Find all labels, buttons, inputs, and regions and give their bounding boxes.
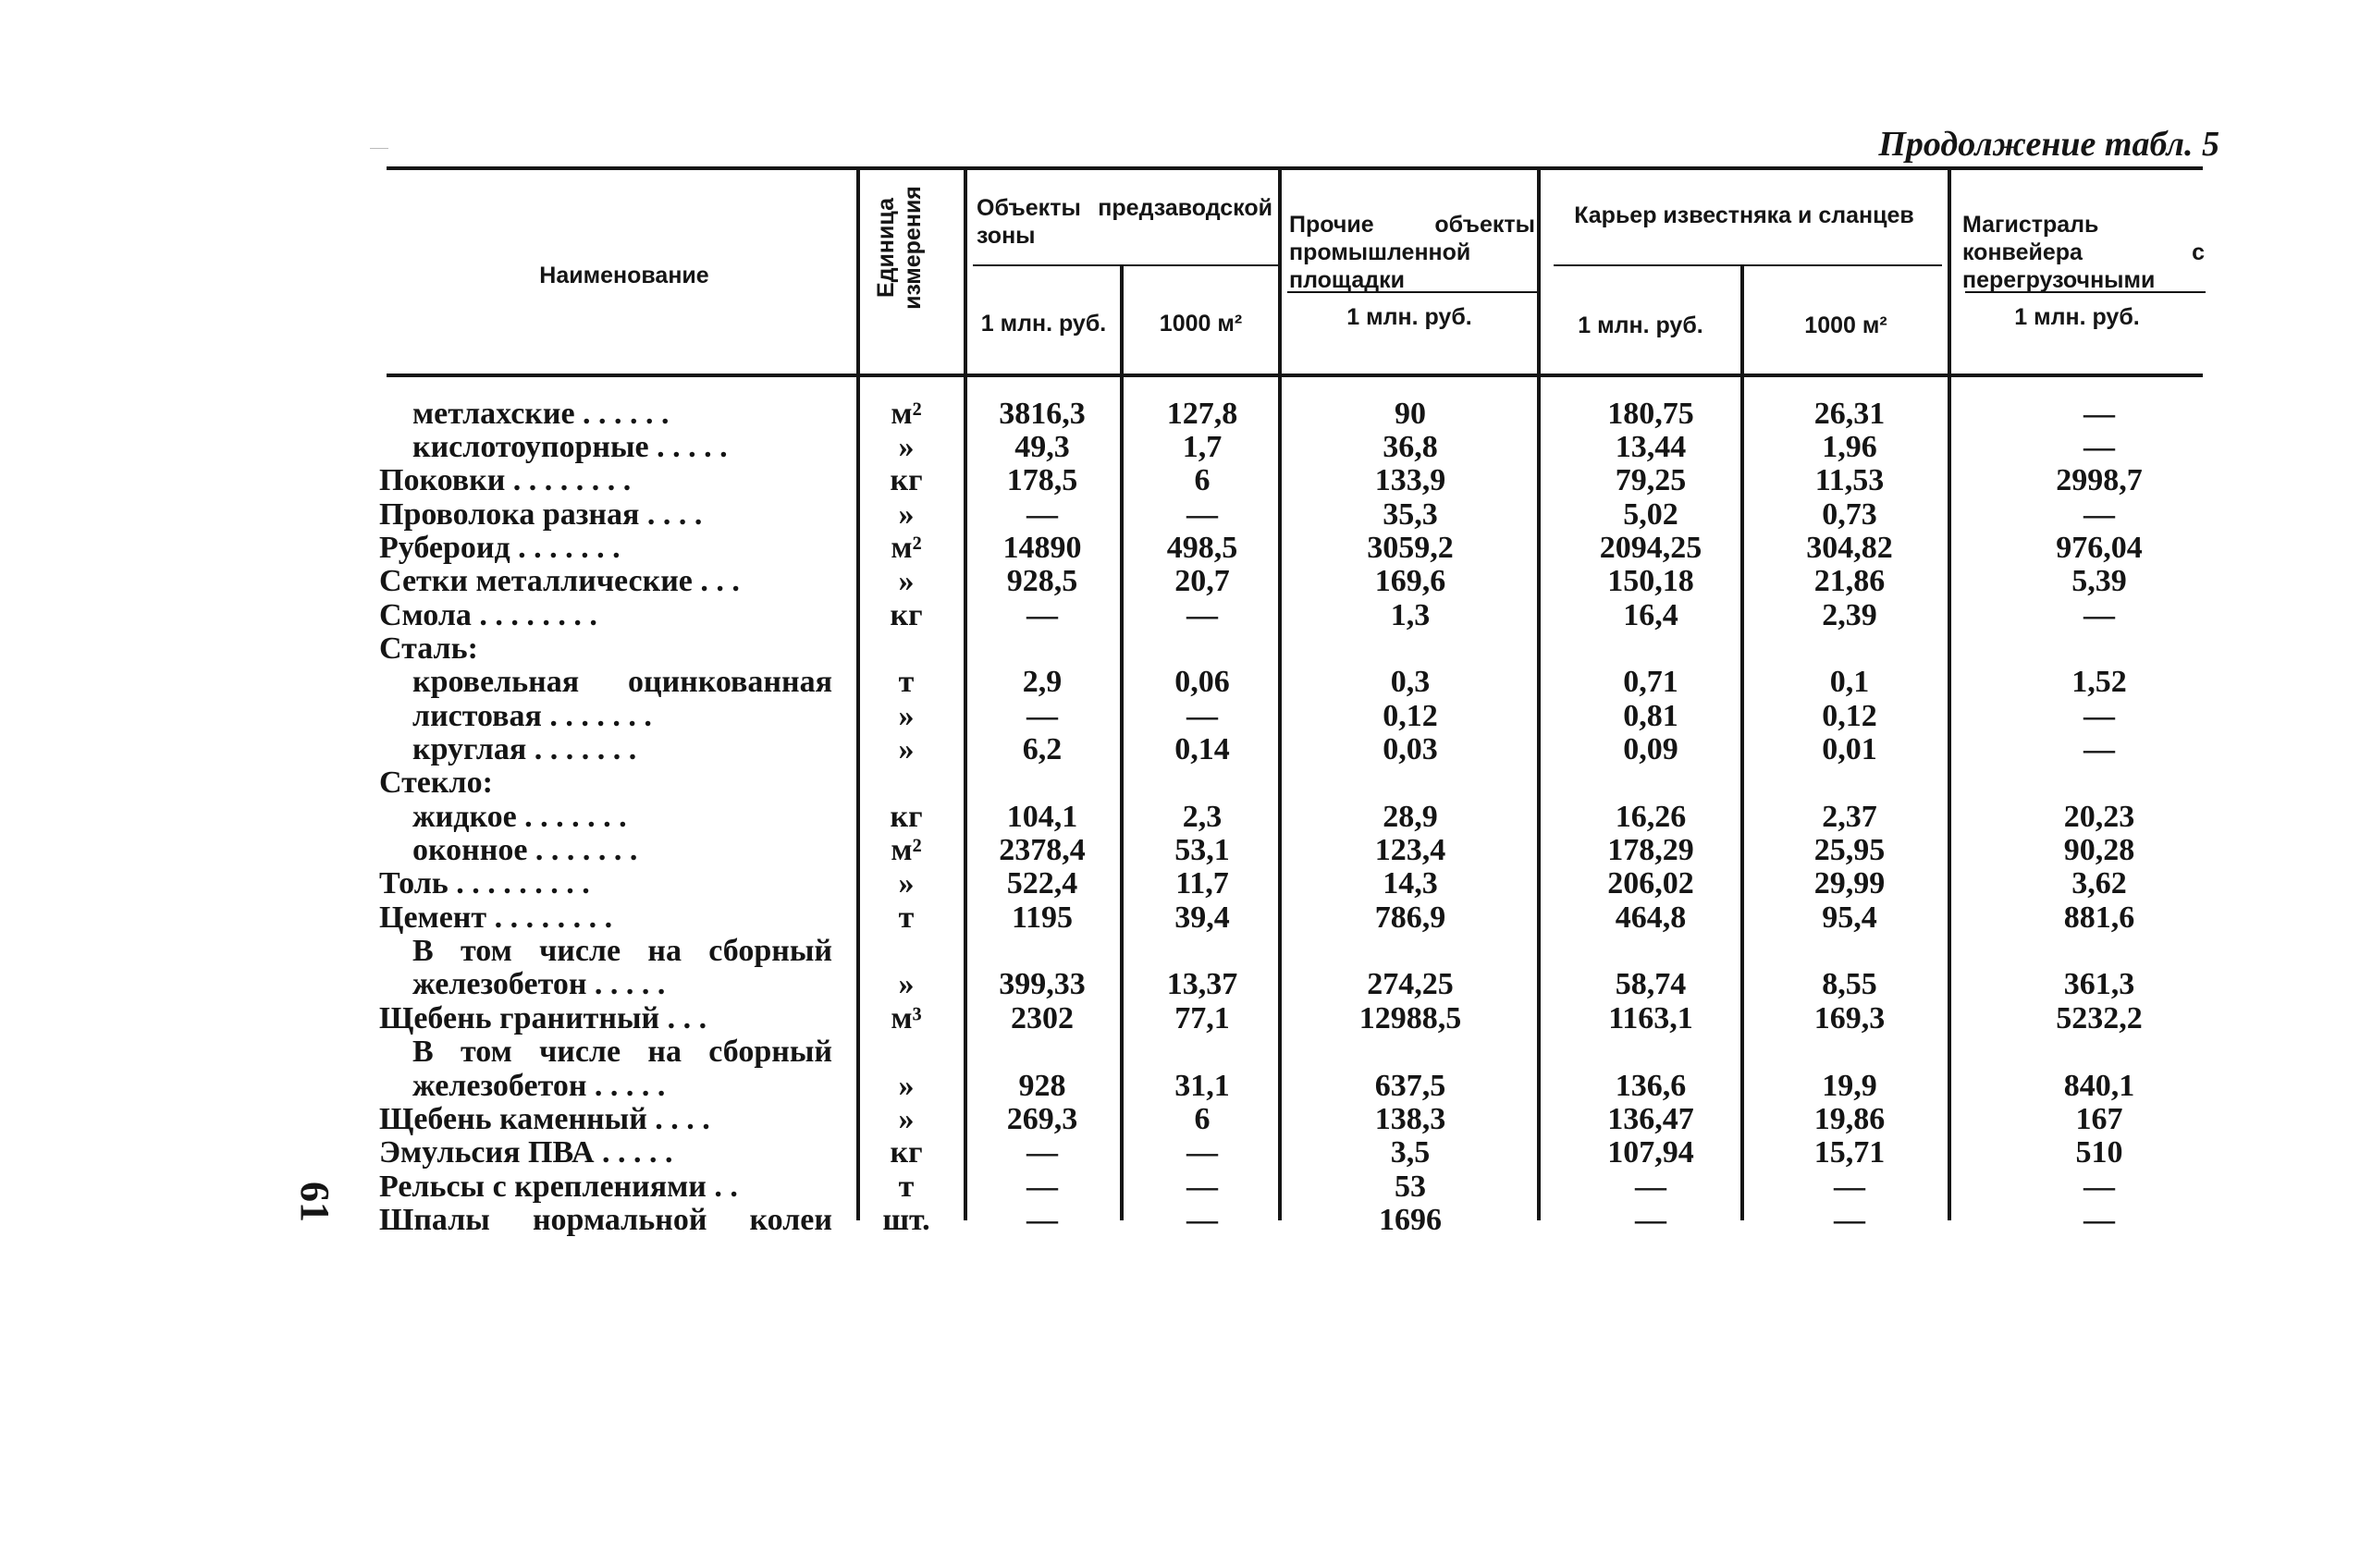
table-row: [0, 935, 2360, 968]
value-cell-group2-mln: 3,5: [1390, 1135, 1431, 1170]
value-cell-group3-mln: 2094,25: [1599, 531, 1702, 565]
value-cell-group1-m2: 6: [1194, 1102, 1211, 1136]
unit-cell: кг: [890, 463, 923, 497]
value-cell-group3-m2: 29,99: [1813, 866, 1886, 900]
value-cell-group1-m2: 0,14: [1174, 732, 1230, 766]
value-cell-group3-m2: 11,53: [1814, 463, 1885, 497]
value-cell-group3-mln: 58,74: [1615, 967, 1687, 1001]
value-cell-group4-mln: —: [2083, 430, 2115, 464]
header-group1: Объекты предзаводской зоны: [977, 195, 1272, 249]
top-left-hairline: [370, 148, 388, 149]
value-cell-group2-mln: [1295, 632, 1526, 666]
value-cell-group1-m2: 53,1: [1174, 833, 1230, 867]
value-cell-group1-m2: 0,06: [1174, 665, 1230, 699]
value-cell-group3-mln: 1163,1: [1608, 1001, 1693, 1035]
value-cell-group2-mln: 169,6: [1374, 564, 1446, 598]
value-cell-group1-mln: 399,33: [999, 967, 1086, 1001]
table-row: [0, 1002, 2360, 1035]
table-row: [0, 1136, 2360, 1170]
table-row: [0, 498, 2360, 532]
value-cell-group4-mln: 20,23: [2063, 800, 2135, 834]
value-cell-group3-mln: 464,8: [1615, 900, 1687, 935]
table-row: [0, 834, 2360, 867]
value-cell-group3-m2: —: [1834, 1203, 1865, 1237]
table-row: [0, 901, 2360, 935]
table-row: [0, 968, 2360, 1001]
name-cell: Сетки металлические . . .: [379, 565, 740, 598]
value-cell-group2-mln: 36,8: [1383, 430, 1438, 464]
value-cell-group1-mln: 14890: [1002, 531, 1082, 565]
name-cell: оконное . . . . . . .: [412, 834, 638, 867]
value-cell-group1-mln: —: [1026, 1170, 1058, 1204]
value-cell-group2-mln: 133,9: [1374, 463, 1446, 497]
name-cell: Цемент . . . . . . . .: [379, 901, 613, 935]
unit-cell: »: [898, 1102, 915, 1136]
value-cell-group1-mln: —: [1026, 497, 1058, 532]
value-cell-group3-mln: 150,18: [1607, 564, 1694, 598]
page-number: 61: [292, 1182, 338, 1222]
unit-cell: м²: [891, 833, 922, 867]
value-cell-group3-m2: 95,4: [1822, 900, 1877, 935]
value-cell-group3-mln: 180,75: [1607, 397, 1694, 431]
value-cell-group1-mln: 49,3: [1014, 430, 1070, 464]
value-cell-group3-mln: 16,26: [1615, 800, 1687, 834]
header-group1-sub1: 1 млн. руб.: [980, 311, 1107, 337]
name-cell: Щебень каменный . . . .: [379, 1103, 710, 1136]
value-cell-group1-m2: —: [1186, 1203, 1218, 1237]
value-cell-group1-m2: 2,3: [1182, 800, 1223, 834]
unit-cell: [860, 935, 953, 968]
header-group3-sub2: 1000 м²: [1804, 312, 1887, 338]
value-cell-group3-m2: 0,1: [1829, 665, 1870, 699]
table-row: [0, 632, 2360, 666]
value-cell-group3-mln: 136,6: [1615, 1069, 1687, 1103]
value-cell-group1-m2: 31,1: [1174, 1069, 1230, 1103]
value-cell-group4-mln: 90,28: [2063, 833, 2135, 867]
value-cell-group1-m2: 1,7: [1182, 430, 1223, 464]
value-cell-group2-mln: 1,3: [1390, 598, 1431, 632]
unit-cell: т: [898, 665, 915, 699]
value-cell-group4-mln: 840,1: [2063, 1069, 2135, 1103]
unit-cell: [860, 632, 953, 666]
value-cell-group1-mln: [964, 766, 1121, 800]
unit-cell: »: [898, 497, 915, 532]
value-cell-group3-m2: 21,86: [1813, 564, 1886, 598]
unit-cell: [860, 766, 953, 800]
table-row: [0, 733, 2360, 766]
unit-cell: »: [898, 430, 915, 464]
value-cell-group1-m2: —: [1186, 598, 1218, 632]
name-cell: железобетон . . . . .: [412, 968, 666, 1001]
value-cell-group1-mln: 928: [1018, 1069, 1066, 1103]
unit-cell: кг: [890, 800, 923, 834]
value-cell-group4-mln: —: [2083, 1203, 2115, 1237]
table-row: [0, 766, 2360, 800]
value-cell-group1-mln: 3816,3: [999, 397, 1086, 431]
value-cell-group3-mln: 178,29: [1607, 833, 1694, 867]
value-cell-group1-mln: 928,5: [1006, 564, 1078, 598]
table-row: [0, 565, 2360, 598]
value-cell-group4-mln: —: [2083, 497, 2115, 532]
value-cell-group2-mln: 0,03: [1383, 732, 1438, 766]
value-cell-group3-m2: 304,82: [1806, 531, 1893, 565]
value-cell-group1-mln: 2,9: [1022, 665, 1063, 699]
table-row: [0, 431, 2360, 464]
header-unit: Единица измерения: [873, 186, 926, 310]
value-cell-group3-mln: 206,02: [1607, 866, 1694, 900]
value-cell-group4-mln: —: [2083, 598, 2115, 632]
table-row: [0, 1204, 2360, 1237]
header-group2-sub1: 1 млн. руб.: [1346, 304, 1472, 330]
value-cell-group2-mln: 637,5: [1374, 1069, 1446, 1103]
value-cell-group2-mln: 0,3: [1390, 665, 1431, 699]
value-cell-group1-m2: —: [1186, 1170, 1218, 1204]
value-cell-group4-mln: —: [2083, 1170, 2115, 1204]
name-cell: Проволока разная . . . .: [379, 498, 703, 532]
table-caption: Продолжение табл. 5: [1878, 125, 2219, 164]
unit-cell: кг: [890, 1135, 923, 1170]
value-cell-group4-mln: [1961, 632, 2238, 666]
value-cell-group4-mln: 881,6: [2063, 900, 2135, 935]
value-cell-group4-mln: —: [2083, 397, 2115, 431]
value-cell-group3-mln: 0,09: [1623, 732, 1678, 766]
unit-cell: т: [898, 900, 915, 935]
value-cell-group4-mln: 3,62: [2071, 866, 2127, 900]
unit-cell: т: [898, 1170, 915, 1204]
name-cell: Рубероид . . . . . . .: [379, 532, 621, 565]
value-cell-group1-m2: —: [1186, 699, 1218, 733]
value-cell-group3-mln: [1540, 1035, 1762, 1069]
value-cell-group3-mln: [1540, 632, 1762, 666]
value-cell-group1-mln: 269,3: [1006, 1102, 1078, 1136]
value-cell-group3-m2: 169,3: [1813, 1001, 1886, 1035]
value-cell-group1-m2: 13,37: [1166, 967, 1238, 1001]
value-cell-group3-m2: 8,55: [1822, 967, 1877, 1001]
name-cell: Сталь:: [379, 632, 478, 666]
value-cell-group2-mln: 786,9: [1374, 900, 1446, 935]
unit-cell: м²: [891, 397, 922, 431]
value-cell-group1-mln: —: [1026, 699, 1058, 733]
header-group1-sub2: 1000 м²: [1159, 311, 1243, 337]
value-cell-group2-mln: [1295, 766, 1526, 800]
table-row: [0, 1103, 2360, 1136]
value-cell-group1-m2: [1124, 935, 1281, 968]
table-row: [0, 398, 2360, 431]
value-cell-group2-mln: 90: [1395, 397, 1426, 431]
value-cell-group3-m2: 1,96: [1822, 430, 1877, 464]
value-cell-group3-mln: [1540, 766, 1762, 800]
name-cell: круглая . . . . . . .: [412, 733, 637, 766]
unit-cell: »: [898, 967, 915, 1001]
value-cell-group1-m2: [1124, 766, 1281, 800]
header-bottom-rule: [387, 374, 2203, 377]
value-cell-group3-m2: —: [1834, 1170, 1865, 1204]
table-row: [0, 599, 2360, 632]
name-cell: Толь . . . . . . . . .: [379, 867, 590, 900]
value-cell-group1-m2: [1124, 632, 1281, 666]
value-cell-group4-mln: 510: [2075, 1135, 2123, 1170]
table-row: [0, 1070, 2360, 1103]
value-cell-group3-m2: 19,9: [1822, 1069, 1877, 1103]
value-cell-group1-m2: 127,8: [1166, 397, 1238, 431]
value-cell-group4-mln: —: [2083, 732, 2115, 766]
value-cell-group2-mln: 35,3: [1383, 497, 1438, 532]
header-group2: Прочие объекты промышленной площадки: [1289, 212, 1535, 293]
value-cell-group3-mln: 0,71: [1623, 665, 1678, 699]
group1-rule: [973, 264, 1278, 266]
value-cell-group4-mln: 1,52: [2071, 665, 2127, 699]
value-cell-group1-m2: 39,4: [1174, 900, 1230, 935]
value-cell-group1-mln: —: [1026, 1203, 1058, 1237]
name-cell: Эмульсия ПВА . . . . .: [379, 1136, 673, 1170]
value-cell-group2-mln: 138,3: [1374, 1102, 1446, 1136]
value-cell-group3-m2: 15,71: [1813, 1135, 1886, 1170]
value-cell-group2-mln: 53: [1395, 1170, 1426, 1204]
name-cell: Поковки . . . . . . . .: [379, 464, 632, 497]
name-cell: железобетон . . . . .: [412, 1070, 666, 1103]
value-cell-group1-mln: 6,2: [1022, 732, 1063, 766]
value-cell-group1-m2: 11,7: [1175, 866, 1229, 900]
value-cell-group2-mln: 14,3: [1383, 866, 1438, 900]
header-name: Наименование: [539, 263, 709, 288]
value-cell-group3-m2: [1757, 632, 1942, 666]
value-cell-group1-mln: [964, 632, 1121, 666]
value-cell-group1-mln: 522,4: [1006, 866, 1078, 900]
value-cell-group2-mln: [1295, 1035, 1526, 1069]
value-cell-group1-mln: 2378,4: [999, 833, 1086, 867]
unit-cell: »: [898, 699, 915, 733]
unit-cell: м²: [891, 531, 922, 565]
table-row: [0, 1035, 2360, 1069]
value-cell-group1-m2: —: [1186, 1135, 1218, 1170]
value-cell-group3-m2: 2,39: [1822, 598, 1877, 632]
name-cell: В том числе на сборный: [412, 935, 832, 968]
value-cell-group1-m2: 20,7: [1174, 564, 1230, 598]
value-cell-group3-m2: 26,31: [1813, 397, 1886, 431]
value-cell-group4-mln: [1961, 935, 2238, 968]
header-group3: Карьер известняка и сланцев: [1574, 202, 1914, 228]
value-cell-group4-mln: [1961, 766, 2238, 800]
value-cell-group2-mln: 28,9: [1383, 800, 1438, 834]
value-cell-group1-mln: —: [1026, 1135, 1058, 1170]
value-cell-group3-m2: 0,12: [1822, 699, 1877, 733]
value-cell-group3-mln: 136,47: [1607, 1102, 1694, 1136]
header-group4-sub1: 1 млн. руб.: [2014, 304, 2140, 330]
group3-rule: [1554, 264, 1942, 266]
table-row: [0, 700, 2360, 733]
name-cell: Щебень гранитный . . .: [379, 1002, 707, 1035]
value-cell-group4-mln: —: [2083, 699, 2115, 733]
value-cell-group4-mln: [1961, 1035, 2238, 1069]
value-cell-group3-m2: [1757, 935, 1942, 968]
value-cell-group3-m2: [1757, 1035, 1942, 1069]
value-cell-group2-mln: 274,25: [1367, 967, 1454, 1001]
value-cell-group3-mln: —: [1635, 1170, 1666, 1204]
table-row: [0, 464, 2360, 497]
value-cell-group3-mln: [1540, 935, 1762, 968]
name-cell: жидкое . . . . . . .: [412, 801, 627, 834]
value-cell-group4-mln: 2998,7: [2056, 463, 2143, 497]
name-cell: Стекло:: [379, 766, 493, 800]
value-cell-group2-mln: [1295, 935, 1526, 968]
value-cell-group3-m2: 25,95: [1813, 833, 1886, 867]
value-cell-group1-mln: 104,1: [1006, 800, 1078, 834]
value-cell-group2-mln: 1696: [1379, 1203, 1442, 1237]
table-top-rule: [387, 166, 2203, 170]
value-cell-group3-mln: 0,81: [1623, 699, 1678, 733]
value-cell-group2-mln: 12988,5: [1358, 1001, 1462, 1035]
value-cell-group3-mln: —: [1635, 1203, 1666, 1237]
unit-cell: [860, 1035, 953, 1069]
value-cell-group1-m2: 77,1: [1174, 1001, 1230, 1035]
value-cell-group1-mln: [964, 935, 1121, 968]
name-cell: Рельсы с креплениями . .: [379, 1170, 738, 1204]
table-row: [0, 666, 2360, 699]
name-cell: листовая . . . . . . .: [412, 700, 652, 733]
value-cell-group3-m2: 0,01: [1822, 732, 1877, 766]
value-cell-group1-mln: —: [1026, 598, 1058, 632]
value-cell-group1-m2: —: [1186, 497, 1218, 532]
unit-cell: »: [898, 1069, 915, 1103]
value-cell-group3-m2: 2,37: [1822, 800, 1877, 834]
value-cell-group1-m2: [1124, 1035, 1281, 1069]
name-cell: метлахские . . . . . .: [412, 398, 670, 431]
value-cell-group3-m2: 0,73: [1822, 497, 1877, 532]
value-cell-group1-mln: 1195: [1011, 900, 1074, 935]
value-cell-group4-mln: 5232,2: [2056, 1001, 2143, 1035]
unit-cell: кг: [890, 598, 923, 632]
value-cell-group3-mln: 13,44: [1615, 430, 1687, 464]
value-cell-group4-mln: 361,3: [2063, 967, 2135, 1001]
unit-cell: »: [898, 732, 915, 766]
value-cell-group2-mln: 0,12: [1383, 699, 1438, 733]
value-cell-group2-mln: 123,4: [1374, 833, 1446, 867]
value-cell-group4-mln: 167: [2075, 1102, 2123, 1136]
value-cell-group2-mln: 3059,2: [1367, 531, 1454, 565]
value-cell-group4-mln: 5,39: [2071, 564, 2127, 598]
unit-cell: »: [898, 866, 915, 900]
unit-cell: шт.: [882, 1203, 930, 1237]
value-cell-group1-mln: 2302: [1011, 1001, 1074, 1035]
table-row: [0, 867, 2360, 900]
value-cell-group1-mln: [964, 1035, 1121, 1069]
value-cell-group1-mln: 178,5: [1006, 463, 1078, 497]
value-cell-group3-mln: 16,4: [1623, 598, 1678, 632]
value-cell-group4-mln: 976,04: [2056, 531, 2143, 565]
table-row: [0, 532, 2360, 565]
value-cell-group3-mln: 5,02: [1623, 497, 1678, 532]
value-cell-group3-mln: 107,94: [1607, 1135, 1694, 1170]
value-cell-group3-mln: 79,25: [1615, 463, 1687, 497]
value-cell-group1-m2: 498,5: [1166, 531, 1238, 565]
name-cell: кислотоупорные . . . . .: [412, 431, 728, 464]
value-cell-group1-m2: 6: [1194, 463, 1211, 497]
name-cell: В том числе на сборный: [412, 1035, 832, 1069]
name-cell: Шпалы нормальной колеи: [379, 1204, 832, 1237]
table-row: [0, 1170, 2360, 1204]
name-cell: кровельная оцинкованная: [412, 666, 832, 699]
header-group4: Магистраль конвейера с перегрузочными: [1962, 212, 2205, 293]
unit-cell: м³: [891, 1001, 922, 1035]
unit-cell: »: [898, 564, 915, 598]
name-cell: Смола . . . . . . . .: [379, 599, 597, 632]
value-cell-group3-m2: [1757, 766, 1942, 800]
header-group3-sub1: 1 млн. руб.: [1578, 312, 1703, 338]
table-row: [0, 801, 2360, 834]
value-cell-group3-m2: 19,86: [1813, 1102, 1886, 1136]
